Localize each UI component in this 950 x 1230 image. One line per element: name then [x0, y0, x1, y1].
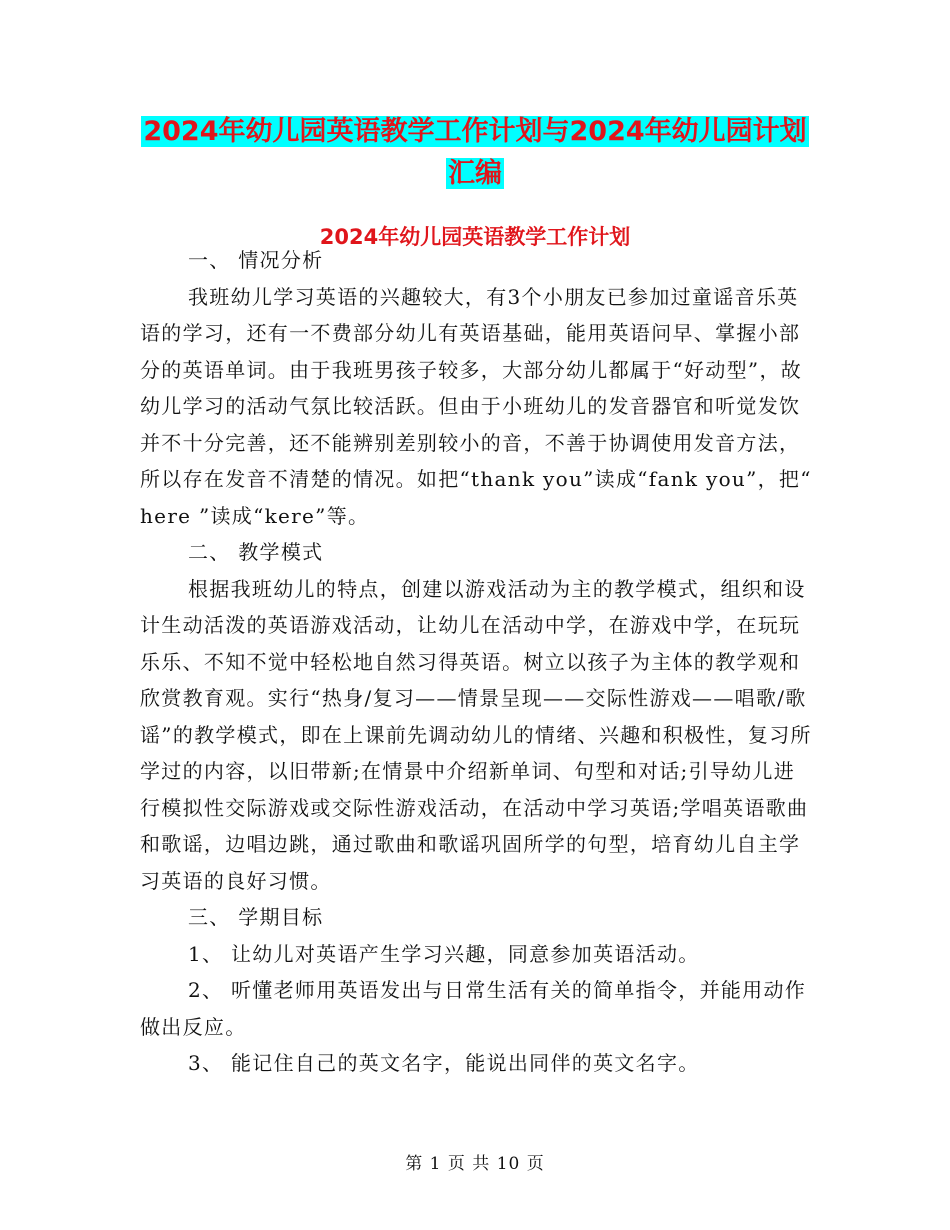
section-title: 2024年幼儿园英语教学工作计划: [319, 225, 631, 249]
title-highlight: 汇编: [448, 158, 502, 189]
paragraph-situation: 我班幼儿学习英语的兴趣较大，有3个小朋友已参加过童谣音乐英语的学习，还有一不费部分幼儿有英语基础，能用英语问早、掌握小部分的英语单词。由于我班男孩子较多，大部分幼儿都属于“好动型”，故幼儿学习的活动气氛比较活跃。但由于小班幼儿的发音器官和听觉发饮并不十分完善，还不能辨别差别较小的音，不善于协调使用发音方法，所以存在发音不清楚的情况。如把“thank you”读成“fank you”，把“ here ”读成“kere”等。: [140, 284, 812, 528]
heading-semester-goals: 三、 学期目标: [188, 905, 324, 929]
heading-teaching-mode: 二、 教学模式: [188, 540, 324, 564]
goal-item-3: 3、 能记住自己的英文名字，能说出同伴的英文名字。: [188, 1051, 700, 1075]
heading-situation-analysis: 一、 情况分析: [188, 248, 324, 272]
document-title-line-2: [0, 155, 950, 193]
paragraph-teaching-mode: 根据我班幼儿的特点，创建以游戏活动为主的教学模式，组织和设计生动活泼的英语游戏活动，让幼儿在活动中学，在游戏中学，在玩玩乐乐、不知不觉中轻松地自然习得英语。树立以孩子为主体的教学观和欣赏教育观。实行“热身/复习——情景呈现——交际性游戏——唱歌/歌谣”的教学模式，即在上课前先调动幼儿的情绪、兴趣和积极性，复习所学过的内容，以旧带新;在情景中介绍新单词、句型和对话;引导幼儿进行模拟性交际游戏或交际性游戏活动，在活动中学习英语;学唱英语歌曲和歌谣，边唱边跳，通过歌曲和歌谣巩固所学的句型，培育幼儿自主学习英语的良好习惯。: [140, 576, 812, 893]
document-body: [140, 242, 812, 1082]
goal-item-1: 1、 让幼儿对英语产生学习兴趣，同意参加英语活动。: [188, 941, 700, 966]
title-highlight: 2024年幼儿园英语教学工作计划与2024年幼儿园计划: [143, 116, 807, 147]
document-title-line-1: [0, 113, 950, 151]
goal-item-2: 2、 听懂老师用英语发出与日常生活有关的简单指令，并能用动作做出反应。: [140, 978, 807, 1039]
page-footer: 第 1 页 共 10 页: [405, 1154, 545, 1174]
